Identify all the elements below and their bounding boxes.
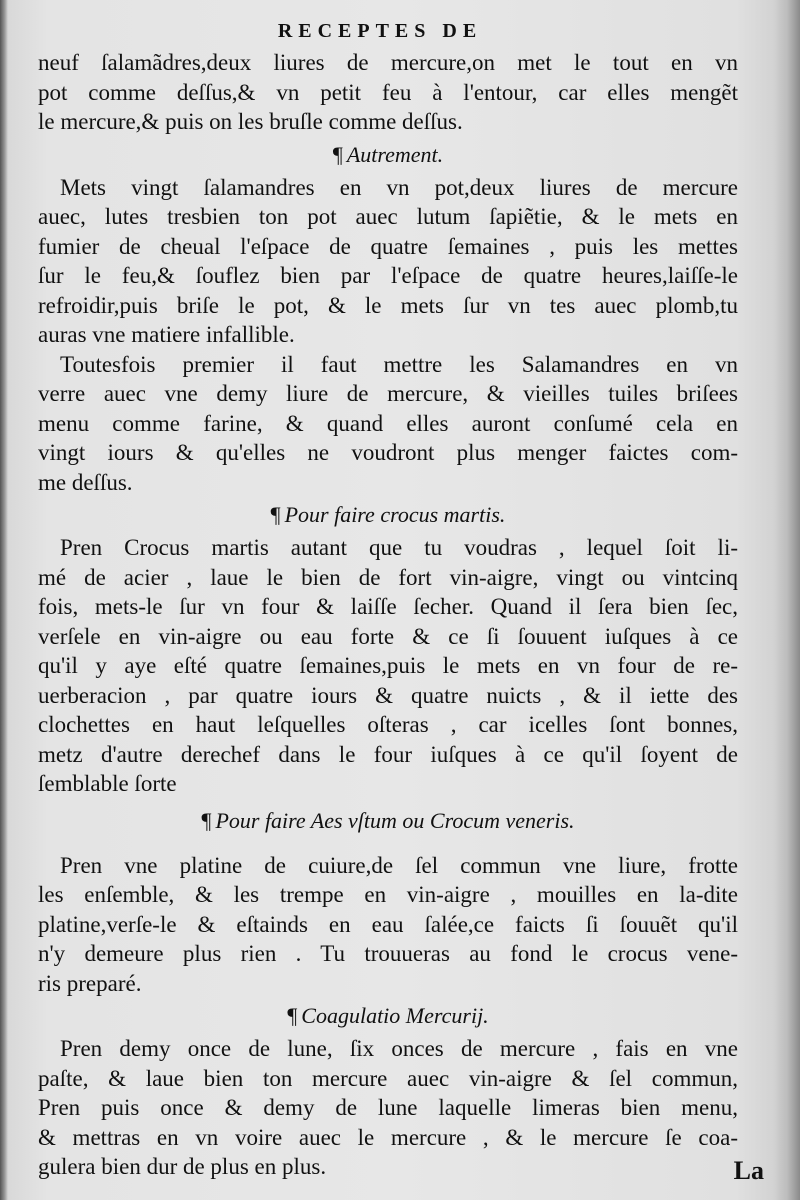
text-line: Pren demy once de lune, ſix onces de mercure , fais en vne (60, 1036, 738, 1061)
text-line: le mercure,& puis on les bruſle comme deſſus. (38, 109, 463, 134)
section-heading-text: Coagulatio Mercurij. (301, 1003, 489, 1028)
section-heading-text: Autrement. (346, 141, 444, 167)
pilcrow-mark: ¶ (270, 502, 281, 527)
paragraph (38, 350, 738, 498)
section-heading (38, 1000, 738, 1032)
text-line: me deſſus. (38, 469, 133, 495)
pilcrow-mark: ¶ (201, 807, 212, 833)
text-line: verſele en vin-aigre ou eau forte & ce ſi ſouuent iuſques à ce (38, 623, 738, 649)
text-line: fumier de cheual l'eſpace de quatre ſemaines , puis les mettes (38, 233, 738, 259)
text-line: Pren puis once & demy de lune laquelle limeras bien menu, (38, 1095, 738, 1120)
text-line: refroidir,puis briſe le pot, & le mets ſur vn tes auec plomb,tu (38, 292, 738, 318)
paragraph (38, 851, 738, 999)
text-line: verre auec vne demy liure de mercure, & vieilles tuiles briſees (38, 381, 738, 406)
text-line: Mets vingt ſalamandres en vn pot,deux liures de mercure (60, 174, 738, 200)
running-head: RECEPTES DE (277, 20, 483, 42)
page-edge-right (774, 0, 800, 1200)
text-line: Pren vne platine de cuiure,de ſel commun vne liure, frotte (60, 852, 738, 878)
text-line: clochettes en haut leſquelles oſteras , car icelles ſont bonnes, (38, 712, 738, 737)
text-line: Pren Crocus martis autant que tu voudras , lequel ſoit li- (60, 535, 738, 560)
text-line: platine,verſe-le & eſtainds en eau ſalée,ce faicts ſi ſouuẽt qu'il (38, 911, 738, 937)
paragraph (38, 1034, 738, 1182)
section-heading (38, 805, 738, 837)
text-line: paſte, & laue bien ton mercure auec vin-aigre & ſel commun, (38, 1065, 738, 1091)
text-line: n'y demeure plus rien . Tu trouueras au fond le crocus vene- (38, 941, 738, 966)
section-heading-text: Pour faire crocus martis. (284, 502, 506, 527)
text-line: les enſemble, & les trempe en vin-aigre , mouilles en la-dite (38, 882, 738, 907)
pilcrow-mark: ¶ (332, 141, 343, 167)
text-line: auec, lutes tresbien ton pot auec lutum ſapiẽtie, & le mets en (38, 204, 738, 229)
text-line: neuf ſalamãdres,deux liures de mercure,on met le tout en vn (38, 50, 738, 75)
text-line: ris preparé. (38, 970, 142, 996)
paragraph (38, 48, 738, 137)
page-edge-left (0, 0, 8, 1200)
text-line: ſemblable ſorte (38, 771, 177, 796)
section-heading (38, 139, 738, 171)
text-line: uerberacion , par quatre iours & quatre nuicts , & il iette des (38, 682, 738, 708)
text-line: mé de acier , laue le bien de fort vin-aigre, vingt ou vintcinq (38, 564, 738, 590)
text-line: metz d'autre derechef dans le four iuſques à ce qu'il ſoyent de (38, 741, 738, 767)
text-line: auras vne matiere infallible. (38, 322, 295, 347)
text-line: Toutesfois premier il faut mettre les Salamandres en vn (60, 351, 738, 377)
text-line: pot comme deſſus,& vn petit feu à l'entour, car elles mengẽt (38, 79, 738, 105)
catchword: La (733, 1156, 764, 1185)
section-heading (38, 499, 738, 531)
text-line: vingt iours & qu'elles ne voudront plus menger faictes com- (38, 440, 738, 465)
text-line: fois, mets-le ſur vn four & laiſſe ſecher. Quand il ſera bien ſec, (38, 594, 738, 619)
paragraph (38, 173, 738, 350)
text-line: qu'il y aye eſté quatre ſemaines,puis le mets en vn four de re- (38, 653, 738, 678)
section-heading-text: Pour faire Aes vſtum ou Crocum veneris. (215, 807, 575, 833)
text-line: gulera bien dur de plus en plus. (38, 1154, 327, 1179)
text-line: menu comme farine, & quand elles auront conſumé cela en (38, 410, 738, 436)
pilcrow-mark: ¶ (287, 1003, 298, 1028)
paragraph (38, 533, 738, 799)
page-text (38, 48, 738, 1182)
text-line: ſur le feu,& ſouflez bien par l'eſpace de quatre heures,laiſſe-le (38, 263, 738, 288)
text-line: & mettras en vn voire auec le mercure , & le mercure ſe coa- (38, 1124, 738, 1150)
